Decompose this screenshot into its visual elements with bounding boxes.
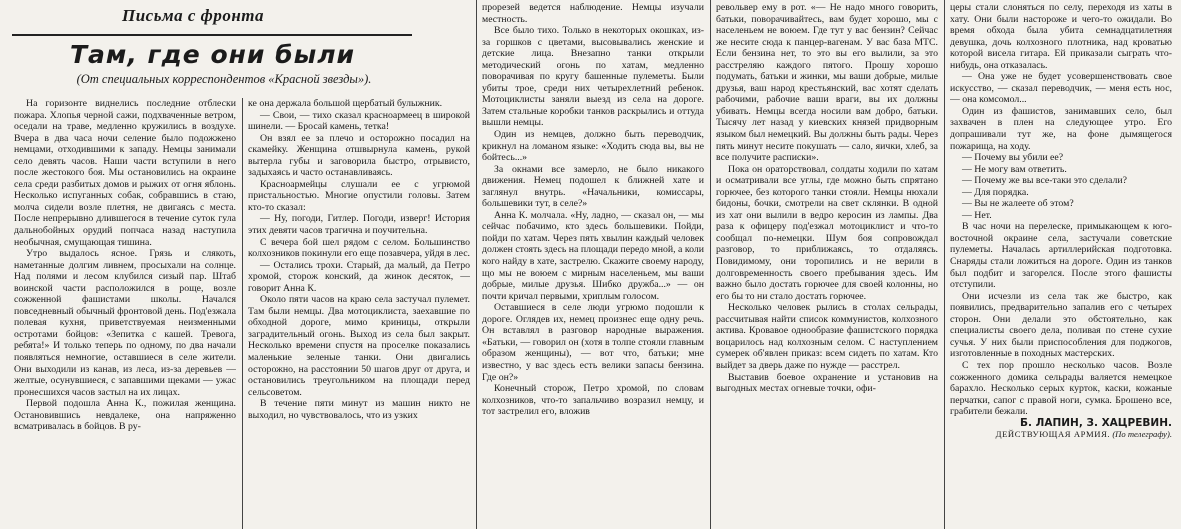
dateline	[950, 429, 1172, 441]
paragraph: В час ночи на перелеске, примыкающем к юго-восточной окраине села, застучали советские пулеметы. Началась артиллерийская подготовка. Снаряды стали ложиться на дороге. Один из танков был подбит и загорелся. После этого фашисты отступили.	[950, 221, 1172, 291]
paragraph: церы стали слоняться по селу, переходя из хаты в хату. Они были настороже и чего-то ожидали. Во время обхода была убита семнадцатилетняя девушка, дочь колхозного плотника, над кроватью которой висела гитара. Ей приказали сыграть что-нибудь, она отказалась.	[950, 2, 1172, 71]
column-rule	[710, 0, 711, 529]
article-column-2	[248, 98, 470, 528]
article-header	[12, 0, 412, 98]
paragraph: Утро выдалось ясное. Грязь и слякоть, наметанные долгим ливнем, просыхали на солнце. Над полями и лесом клубился сизый пар. Штаб воинской части расположился в роще, возле сожженной фашистами школы. Начался повседневный обычный фронтовой день. Под'езжала полевая кухня, приветствуемая неизменными остротами бойцов: «Зепитка с кашей. Тревога, ребята!» И только теперь по одному, по два начали появляться немногие, оставшиеся в селе жители. Они выходили из канав, из леса, из-за деревьев — желтые, осунувшиеся, с запавшими щеками — ужас пронесшихся часов застыл на их лицах.	[14, 248, 236, 398]
rubric-title: Письма с фронта	[122, 6, 265, 25]
paragraph: Анна К. молчала. «Ну, ладно, — сказал он, — мы сейчас побачимо, кто здесь большевики. Пойди, пойди по хатам. Через пять хвылин каждый человек должен стоять здесь на площади передо мной, а коли кого найду в хате, застрелю. Скажите своему народу, що мы не воюем с мирным населеньем, мы ваши добрые, милые друзья. Шибко дружба...» — он почти кричал первыми, хриплым голосом.	[482, 209, 704, 302]
paragraph: — Не могу вам ответить.	[962, 163, 1067, 175]
paragraph: Выставив боевое охранение и установив на выгодных местах огневые точки, офи-	[716, 371, 938, 395]
paragraph: — Свои, — тихо сказал красноармеец в широкой шинели. — Бросай камень, тетка!	[248, 109, 470, 133]
paragraph: — Остались трохи. Старый, да малый, да Петро хромой, сторож конский, да жинок десяток, — говорит Анна К.	[248, 259, 470, 294]
paragraph: Пока он ораторствовал, солдаты ходили по хатам и осматривали все углы, где можно быть спрятано горючее, без которого танки стояли. Немцы нюхали бидоны, бочки, смотрели на свет склянки. В одной из хат они вылили в ведро керосин из лампы. Два раза к офицеру под'езжал мотоциклист и что-то сообщал по-немецки. Шум боя сопровождал разговор, то приближаясь, то отдаляясь. Повидимому, они торопились и не верили в долговременность своего пребывания здесь. Им важно было достать горючее для своей колонны, но его бы то ни стало достать горючее.	[716, 163, 938, 302]
paragraph: — Нет.	[962, 209, 992, 221]
column-rule	[476, 0, 477, 529]
paragraph: За окнами все замерло, не было никакого движения. Немец подошел к ближней хате и заглянул внутрь. «Начальники, комиссары, большевики тут, в селе?»	[482, 163, 704, 210]
paragraph: — Вы не жалеете об этом?	[962, 198, 1074, 210]
article-column-3	[482, 2, 704, 528]
paragraph: Один из фашистов, занимавших село, был захвачен в плен на следующее утро. Его допрашивали тут же, на фоне дымящегося пожарища, на ходу.	[950, 105, 1172, 152]
paragraph: — Почему вы убили ее?	[962, 152, 1064, 164]
article-subhead: (От специальных корреспондентов «Красной звезды»).	[76, 72, 372, 86]
column-rule	[944, 0, 945, 529]
article-column-5	[950, 2, 1172, 528]
rubric-rule	[12, 34, 412, 36]
paragraph: С тех пор прошло несколько часов. Возле сожженного домика сельрады валяется немецкое барахло. Несколько серых курток, каски, кожаные перчатки, сапог с правой ноги, сумка. Брошено все, грабители бежали.	[950, 359, 1172, 418]
paragraph: На горизонте виднелись последние отблески пожара. Хлопья черной сажи, подхваченные ветром, оседали на траве, медленно кружились в воздухе. Вчера в два часа ночи селение было подожжено немцами, отходившими к западу. Немцы занимали село девять часов. Наши части вступили в него после жестокого боя. Мы остановились на окраине села среди разбитых домов и рыжих от огня яблонь. Несколько испуганных собак, собравшись в стаю, молча сидели возле плетня, не двигаясь с места. После непрерывно длившегося в течение суток гула дальнобойных орудий попчаса назад наступила необычная, смущающая тишина.	[14, 98, 236, 248]
paragraph: револьвер ему в рот. «— Не надо много говорить, батьки, поворачивайтесь, вам будет хорошо, мы с населеньем не воюем. Где тут у вас бензин? Сейчас же несите сюда к панцер-вагенам. У вас база МТС. Если бензина нет, то это вы его вылили, за это расстреляю каждого пятого. Прошу хорошо подумать, батьки и жинки, мы ваши добрые, милые друзья, ваш народ крестьянский, вас хотят сделать рабочими, рабочие ваши враги, вы их должны убивать. Немцы всегда носили вам добро, батьки. Тысячу лет назад у киевских князей придворным языком был немецкий. Вы должны быть рады. Через пять минут несите покушать — сало, яички, хлеб, за все получите расписки».	[716, 2, 938, 164]
paragraph: — Почему же вы все-таки это сделали?	[962, 175, 1127, 187]
dateline-place: ДЕЙСТВУЮЩАЯ АРМИЯ.	[995, 429, 1111, 440]
paragraph: Один из немцев, должно быть переводчик, крикнул на ломаном языке: «Ходить сюда вы, вы не бойтесь...»	[482, 129, 704, 164]
paragraph: Красноармейцы слушали ее с угрюмой пристальностью. Многие опустили головы. Затем кто-то сказал:	[248, 178, 470, 213]
paragraph: — Для порядка.	[962, 186, 1029, 198]
paragraph: Около пяти часов на краю села застучал пулемет. Там были немцы. Два мотоциклиста, заехавшие по обходной дороге, мимо криницы, открыли заградительный огонь. Выход из села был закрыт. Несколько времени спустя на проселке показались маленькие зеленые танки. Они двигались осторожно, на расстоянии 50 шагов друг от друга, и остановились треугольником на площади перед сельсоветом.	[248, 294, 470, 398]
paragraph: Все было тихо. Только в некоторых окошках, из-за горшков с цветами, высовывались женские и детские лица. Внезапно танки открыли методический огонь по хатам, медленно поворачивая по кругу башенные пулеметы. Были убиты трое, среди них четырехлетний ребенок. Мотоциклисты заняли выезд из села на дороге. Затем стальные коробки танков раскрылись и оттуда вышли немцы.	[482, 25, 704, 129]
dateline-note: (По телеграфу).	[1112, 429, 1172, 440]
paragraph: — Ну, погоди, Гитлер. Погоди, изверг! История этих девяти часов трагична и поучительна.	[248, 213, 470, 237]
column-rule	[242, 98, 243, 529]
paragraph: Они исчезли из села так же быстро, как появились, предварительно запалив его с четырех сторон. Они делали это обстоятельно, как специалисты своего дела, поливая по стене сухие сучья. У них были приспособления для поджогов, изготовленные в походных мастерских.	[950, 290, 1172, 360]
paragraph: — Она уже не будет усовершенствовать свое искусство, — сказал переводчик, — меня есть нос, — она комсомол...	[950, 71, 1172, 106]
paragraph: Конечный сторож, Петро хромой, по словам колхозников, что-то запальчиво возразил немцу, и тот застрелил его, вложив	[482, 383, 704, 418]
article-column-4	[716, 2, 938, 528]
paragraph: Несколько человек рылись в столах сельрады, рассчитывая найти список коммунистов, колхозного актива. Кровавое однообразие фашистского порядка воцарилось над колхозным селом. С наступлением сумерек об'явлен приказ: всем сидеть по хатам. Кто выйдет за дверь даже по нужде — расстрел.	[716, 302, 938, 371]
author-signature: Б. ЛАПИН, З. ХАЦРЕВИН.	[1019, 416, 1172, 429]
article-column-1	[14, 98, 236, 528]
paragraph: Он взял ее за плечо и осторожно посадил на скамейку. Женщина отшвырнула камень, рукой вытерла губы и заговорила быстро, отрывисто, задыхаясь и часто останавливаясь.	[248, 132, 470, 179]
paragraph: прорезей ведется наблюдение. Немцы изучали местность.	[482, 2, 704, 25]
paragraph: С вечера бой шел рядом с селом. Большинство колхозников покинули его еще позавчера, уйдя в лес.	[248, 236, 470, 260]
paragraph: ке она держала большой щербатый булыжник.	[248, 98, 443, 109]
paragraph: Первой подошла Анна К., пожилая женщина. Остановившись невдалеке, она напряженно всматривалась в бойцов. В ру-	[14, 398, 236, 433]
article-headline: Там, где они были	[70, 40, 356, 69]
paragraph: В течение пяти минут из машин никто не выходил, но чувствовалось, что из узких	[248, 398, 470, 421]
paragraph: Оставшиеся в селе люди угрюмо подошли к дороге. Оглядев их, немец произнес еще одну речь. Он вставлял в разговор народные выражения. «Батьки, — говорил он (хотя в толпе стояли главным образом женщины), — вот что, батьки; мне известно, у вас здесь есть велики запасы бензина. Где он?»	[482, 302, 704, 383]
